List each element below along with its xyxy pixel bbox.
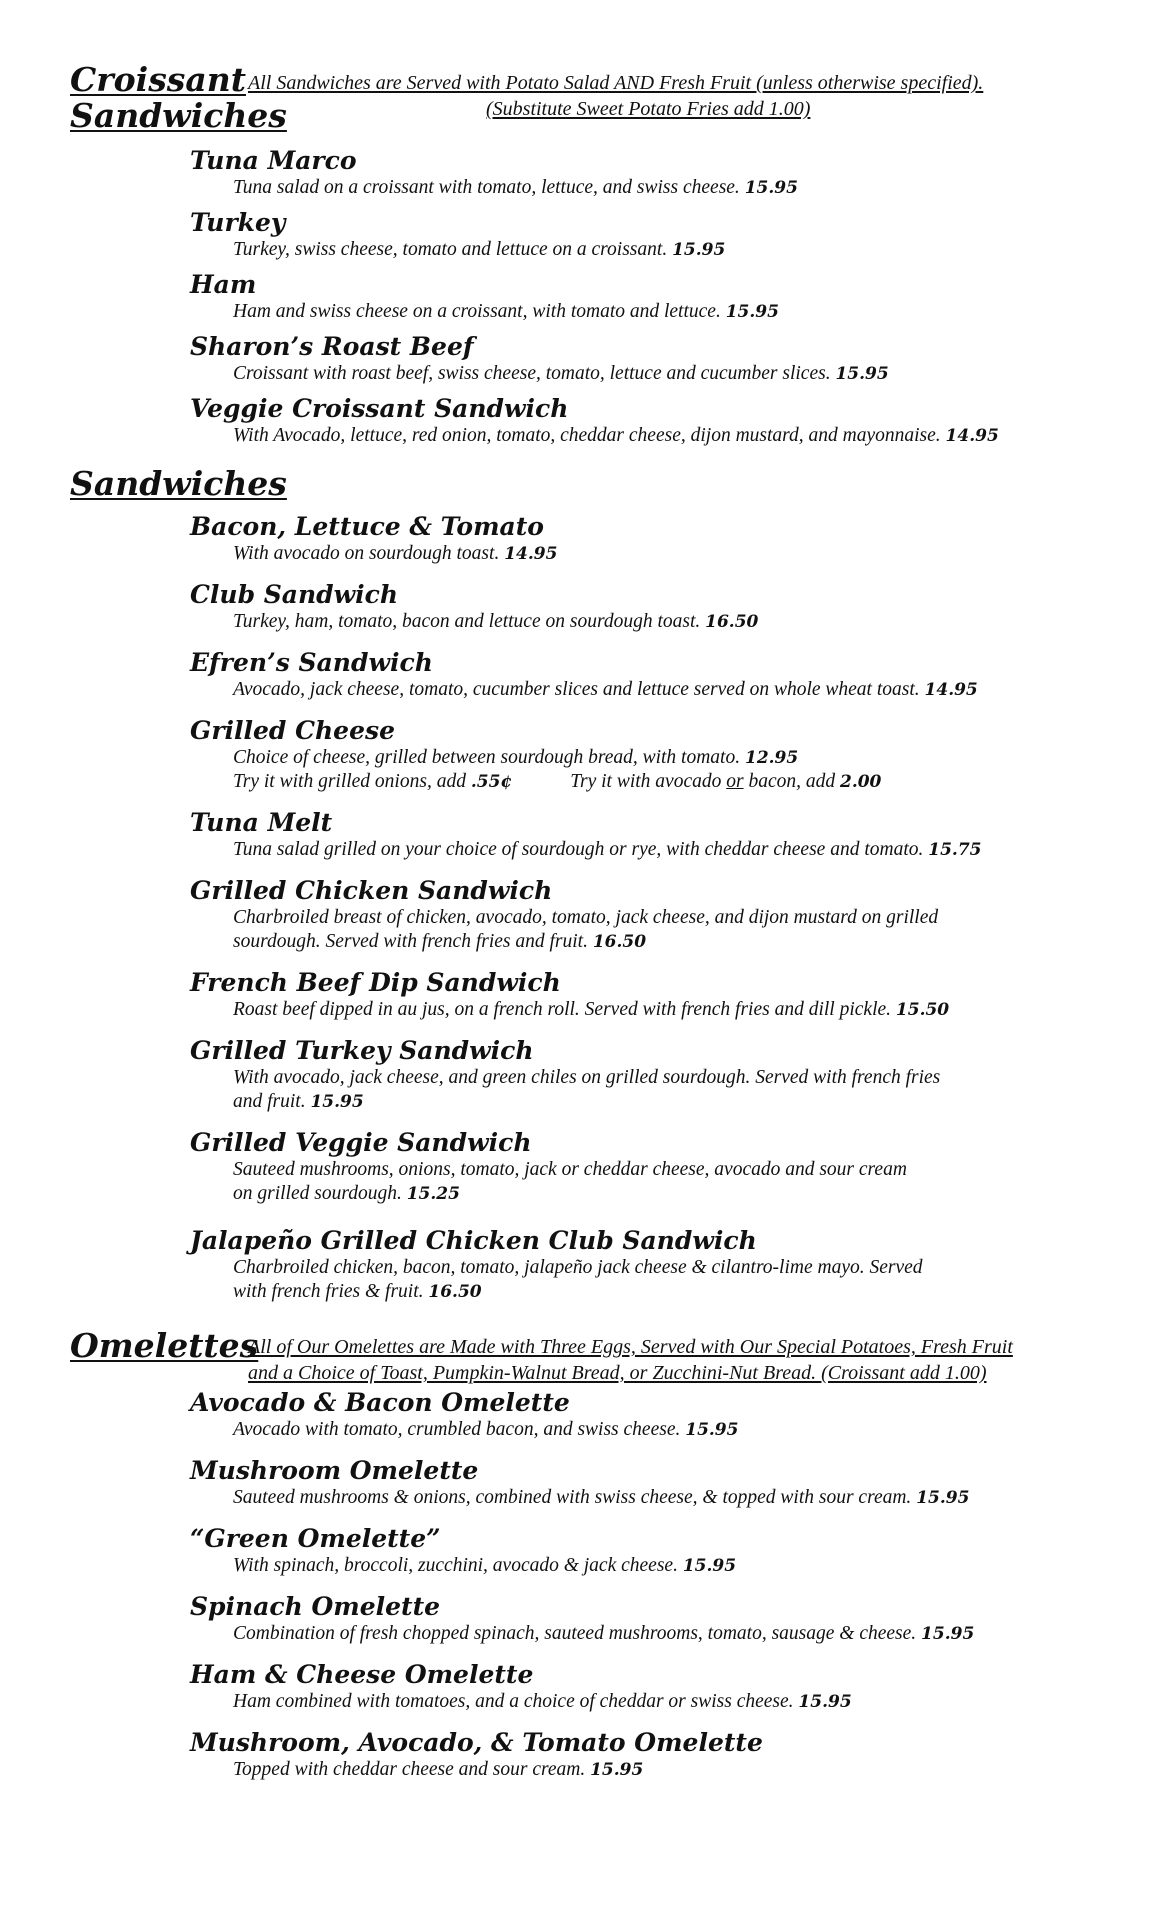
addon-onions-price: .55¢ [470,772,513,792]
menu-item [190,1226,1130,1304]
croissant-title-line1: Croissant [70,60,246,99]
omelette-items [190,1388,1130,1782]
item-desc-text: with french fries & fruit. [233,1281,424,1302]
item-name: Club Sandwich [190,580,399,609]
item-desc-text: and fruit. [233,1091,306,1112]
omelettes-note [248,1334,1013,1386]
item-desc-text: Turkey, swiss cheese, tomato and lettuce on a croissant. [233,239,668,260]
menu-item [190,512,1130,566]
menu-item [190,968,1130,1022]
item-desc-text: Turkey, ham, tomato, bacon and lettuce on sourdough toast. [233,611,701,632]
item-name: Ham & Cheese Omelette [190,1660,534,1689]
item-name: Grilled Veggie Sandwich [190,1128,532,1157]
item-price: 16.50 [592,932,647,952]
item-price: 15.75 [928,840,982,860]
item-desc-text: Roast beef dipped in au jus, on a french roll. Served with french fries and dill pickle. [233,999,892,1020]
item-description [233,746,1130,770]
item-description [233,1758,1130,1782]
item-name: Mushroom, Avocado, & Tomato Omelette [190,1728,763,1757]
item-desc-text: Ham combined with tomatoes, and a choice of cheddar or swiss cheese. [233,1691,794,1712]
item-description [233,998,1130,1022]
item-description-line1: Charbroiled chicken, bacon, tomato, jalapeño jack cheese & cilantro-lime mayo. Served [233,1257,923,1278]
item-description [233,930,1130,954]
item-description-line1: With avocado, jack cheese, and green chiles on grilled sourdough. Served with french fries [233,1067,941,1088]
item-desc-text: Tuna salad on a croissant with tomato, lettuce, and swiss cheese. [233,177,740,198]
item-desc-text: Topped with cheddar cheese and sour cream. [233,1759,586,1780]
item-description [233,610,1130,634]
item-description [233,1486,1130,1510]
item-price: 15.95 [916,1488,970,1508]
sandwich-items [190,512,1130,1304]
menu-item [190,394,1130,448]
item-price: 15.50 [895,1000,950,1020]
item-price: 15.25 [406,1184,460,1204]
menu-item [190,332,1130,386]
item-description-line1: Charbroiled breast of chicken, avocado, tomato, jack cheese, and dijon mustard on grilled [233,907,939,928]
item-price: 15.95 [682,1556,737,1576]
menu-item [190,1388,1130,1442]
menu-item [190,648,1130,702]
item-name: Tuna Marco [190,146,357,175]
item-desc-text: Tuna salad grilled on your choice of sourdough or rye, with cheddar cheese and tomato. [233,839,924,860]
croissant-sandwiches-section [70,62,1130,456]
menu-item [190,208,1130,262]
item-desc-text: Combination of fresh chopped spinach, sauteed mushrooms, tomato, sausage & cheese. [233,1623,917,1644]
item-name: Turkey [190,208,286,237]
item-name: Tuna Melt [190,808,333,837]
item-name: Avocado & Bacon Omelette [190,1388,570,1417]
addon-or: or [726,771,744,792]
item-addons [233,770,1130,794]
croissant-note-line1: All Sandwiches are Served with Potato Salad AND Fresh Fruit (unless otherwise specified). [248,72,984,94]
item-name: “Green Omelette” [190,1524,441,1553]
item-name: Grilled Cheese [190,716,395,745]
item-price: 14.95 [924,680,978,700]
item-desc-text: Avocado with tomato, crumbled bacon, and swiss cheese. [233,1419,681,1440]
omelettes-section-title: Omelettes [70,1326,259,1365]
item-desc-text: Ham and swiss cheese on a croissant, with tomato and lettuce. [233,301,721,322]
addon-avocado-price: 2.00 [839,772,882,792]
croissant-note-line2: (Substitute Sweet Potato Fries add 1.00) [486,98,811,120]
sandwiches-header [70,466,1130,510]
menu-item [190,1728,1130,1782]
item-name: Mushroom Omelette [190,1456,479,1485]
item-desc-text: Choice of cheese, grilled between sourdough bread, with tomato. [233,747,741,768]
menu-item [190,1592,1130,1646]
item-desc-text: sourdough. Served with french fries and fruit. [233,931,588,952]
item-price: 15.95 [744,178,798,198]
item-name: Veggie Croissant Sandwich [190,394,569,423]
item-price: 15.95 [798,1692,852,1712]
item-price: 15.95 [685,1420,739,1440]
croissant-items [190,146,1130,448]
omelettes-section [70,1328,1130,1790]
item-description [233,838,1130,862]
item-name: Sharon’s Roast Beef [190,332,474,361]
croissant-title-line2: Sandwiches [70,96,287,135]
item-desc-text: Croissant with roast beef, swiss cheese, tomato, lettuce and cucumber slices. [233,363,831,384]
item-description-line1: Sauteed mushrooms, onions, tomato, jack or cheddar cheese, avocado and sour cream [233,1159,907,1180]
item-desc-text: With avocado on sourdough toast. [233,543,500,564]
item-price: 14.95 [504,544,558,564]
item-price: 14.95 [945,426,999,446]
item-description [233,238,1130,262]
menu-item [190,146,1130,200]
item-price: 15.95 [590,1760,644,1780]
item-price: 15.95 [672,240,726,260]
item-desc-text: With Avocado, lettuce, red onion, tomato, cheddar cheese, dijon mustard, and mayonnaise. [233,425,941,446]
item-description [233,1182,1130,1206]
omelettes-note-line2: and a Choice of Toast, Pumpkin-Walnut Bread, or Zucchini-Nut Bread. (Croissant add 1.00) [248,1362,987,1384]
addon-bacon-text: bacon, add [748,771,836,792]
item-description [233,1690,1130,1714]
item-description [233,176,1130,200]
item-desc-text: on grilled sourdough. [233,1183,402,1204]
menu-item [190,270,1130,324]
menu-item [190,1128,1130,1206]
item-description [233,1280,1130,1304]
item-desc-text: Avocado, jack cheese, tomato, cucumber slices and lettuce served on whole wheat toast. [233,679,920,700]
item-description [233,424,1130,448]
item-name: Bacon, Lettuce & Tomato [190,512,544,541]
item-description [233,300,1130,324]
item-name: Spinach Omelette [190,1592,441,1621]
item-name: Jalapeño Grilled Chicken Club Sandwich [190,1226,757,1255]
croissant-note [248,70,983,122]
item-price: 16.50 [428,1282,482,1302]
item-description [233,678,1130,702]
croissant-header [70,62,1130,140]
item-name: French Beef Dip Sandwich [190,968,561,997]
menu-item [190,1524,1130,1578]
omelettes-note-line1: All of Our Omelettes are Made with Three Eggs, Served with Our Special Potatoes, Fresh Fruit [248,1336,1013,1358]
sandwiches-section-title: Sandwiches [70,464,287,503]
item-name: Grilled Turkey Sandwich [190,1036,534,1065]
item-name: Grilled Chicken Sandwich [190,876,553,905]
item-price: 15.95 [725,302,779,322]
item-name: Efren’s Sandwich [190,648,433,677]
addon-onions-text: Try it with grilled onions, add [233,771,466,792]
item-description [233,362,1130,386]
menu-item [190,876,1130,954]
item-desc-text: Sauteed mushrooms & onions, combined with swiss cheese, & topped with sour cream. [233,1487,912,1508]
addon-avocado-text: Try it with avocado [570,771,722,792]
item-description [233,1554,1130,1578]
item-description [233,542,1130,566]
item-description [233,1418,1130,1442]
menu-item [190,580,1130,634]
item-price: 15.95 [835,364,889,384]
item-desc-text: With spinach, broccoli, zucchini, avocado & jack cheese. [233,1555,678,1576]
item-description [233,1622,1130,1646]
item-name: Ham [190,270,257,299]
menu-item [190,1456,1130,1510]
omelettes-header [70,1328,1130,1384]
item-price: 15.95 [921,1624,975,1644]
item-description [233,1090,1130,1114]
menu-item [190,1660,1130,1714]
menu-item [190,716,1130,794]
item-price: 15.95 [310,1092,364,1112]
item-price: 12.95 [744,748,799,768]
menu-item [190,808,1130,862]
item-price: 16.50 [705,612,759,632]
sandwiches-section [70,466,1130,1312]
menu-item [190,1036,1130,1114]
